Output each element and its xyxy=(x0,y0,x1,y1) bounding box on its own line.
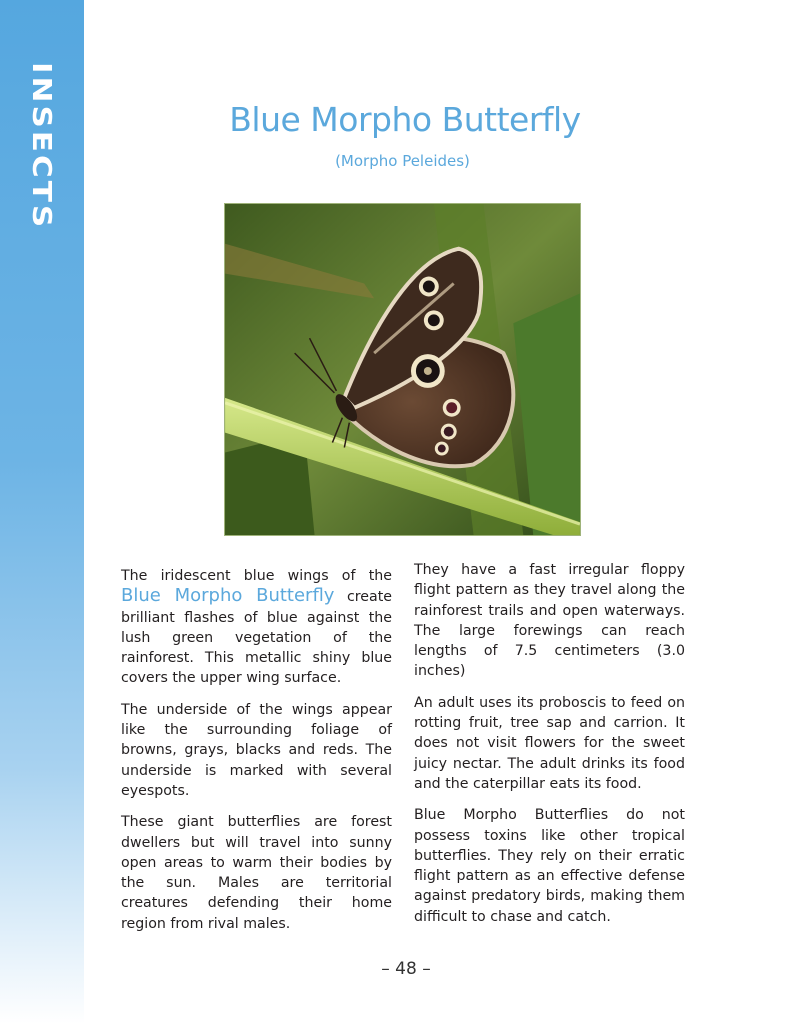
page-title: Blue Morpho Butterfly xyxy=(229,100,581,139)
text-column-right xyxy=(414,560,685,938)
paragraph-text: create brilliant flashes of blue against the lush green vegetation of the rainforest. This metallic shiny blue covers the upper wing surface. xyxy=(121,589,392,687)
text-column-left xyxy=(121,566,392,945)
butterfly-illustration xyxy=(225,204,580,535)
paragraph: An adult uses its proboscis to feed on rotting fruit, tree sap and carrion. It does not visit flowers for the sweet juicy nectar. The adult drinks its food and the caterpillar eats its food. xyxy=(414,694,685,792)
paragraph xyxy=(121,566,392,689)
section-side-band xyxy=(0,0,84,1024)
paragraph: Blue Morpho Butterflies do not possess toxins like other tropical butterflies. They rely on their erratic flight pattern as an effective defense against predatory birds, making them difficult to chase and catch. xyxy=(414,807,685,925)
scientific-name: (Morpho Peleides) xyxy=(335,152,470,170)
paragraph-text: The iridescent blue wings of the xyxy=(121,568,392,584)
paragraph: These giant butterflies are forest dwellers but will travel into sunny open areas to warm their bodies by the sun. Males are territorial creatures defending their home region from rival males. xyxy=(121,814,392,932)
paragraph: They have a fast irregular floppy flight pattern as they travel along the rainforest trails and open waterways. The large forewings can reach lengths of 7.5 centimeters (3.0 inches) xyxy=(414,562,685,680)
butterfly-photo xyxy=(224,203,581,536)
highlighted-name: Blue Morpho Butterfly xyxy=(121,585,335,607)
page-number: – 48 – xyxy=(381,959,431,979)
section-label: INSECTS xyxy=(26,62,56,231)
paragraph: The underside of the wings appear like the surrounding foliage of browns, grays, blacks and reds. The underside is marked with several eyespots. xyxy=(121,701,392,799)
